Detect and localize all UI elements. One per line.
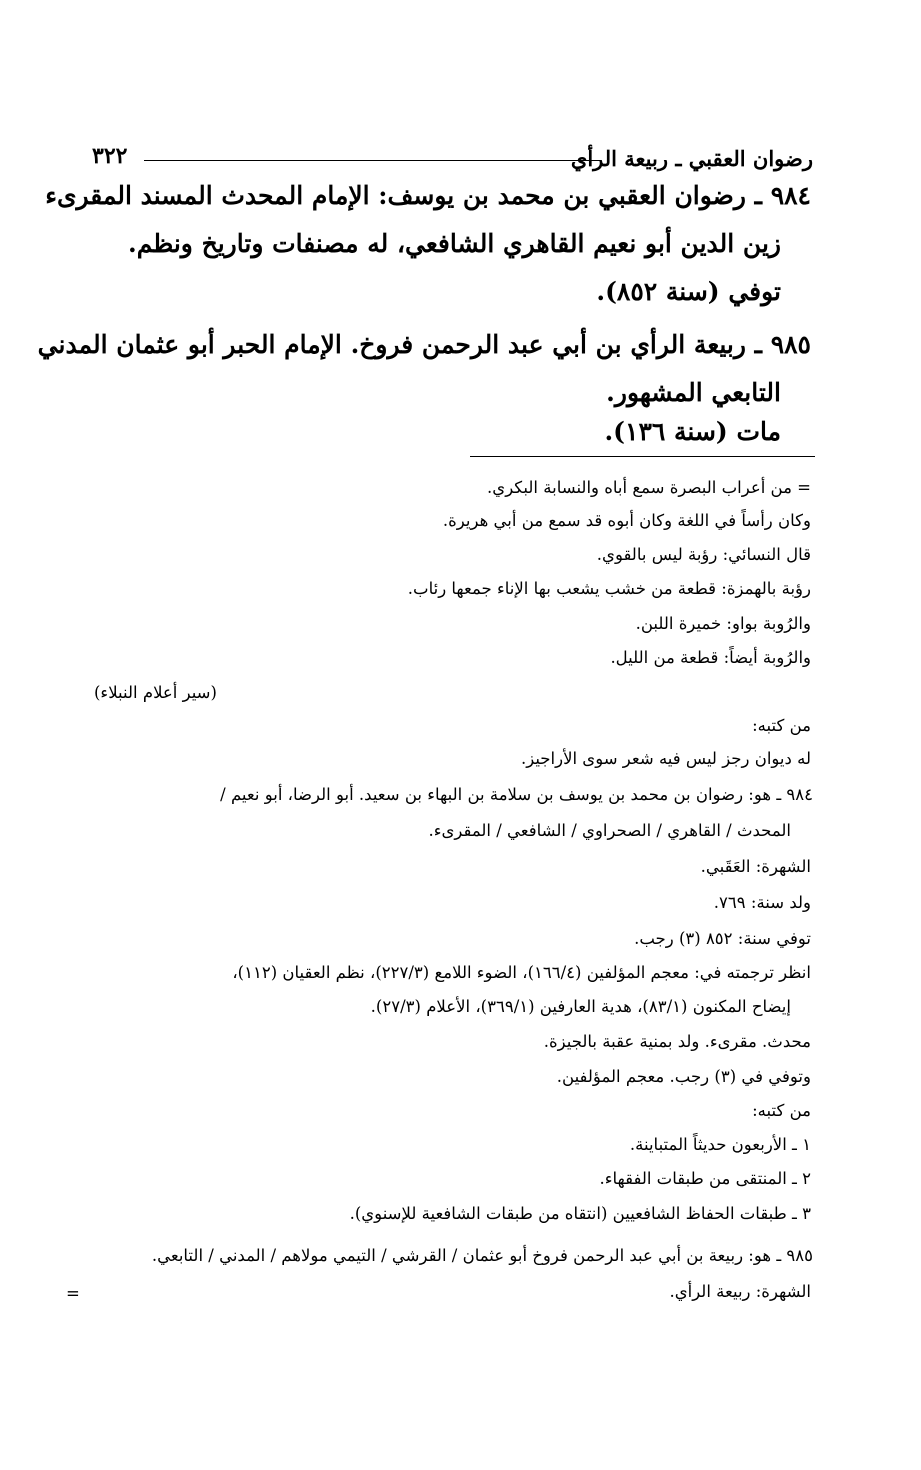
footnote-985-line: ٩٨٥ ـ هو: ربيعة بن أبي عبد الرحمن فروخ أبو عثمان / القرشي / التيمي مولاهم / المدني / التابعي.: [151, 1246, 813, 1265]
footnote-books-label: من كتبه:: [752, 716, 811, 735]
footnote-984-line: توفي سنة: ٨٥٢ (٣) رجب.: [634, 929, 811, 948]
entry-984-line-2: زين الدين أبو نعيم القاهري الشافعي، له مصنفات وتاريخ ونظم.: [128, 229, 781, 258]
footnote-separator: [470, 456, 815, 457]
footnote-984-line: إيضاح المكنون (٨٣/١)، هدية العارفين (٣٦٩/١)، الأعلام (٢٧/٣).: [370, 997, 791, 1016]
footnote-984-line: محدث. مقرىء. ولد بمنية عقبة بالجيزة.: [543, 1032, 811, 1051]
footnote-line: والرُوبة بواو: خميرة اللبن.: [635, 614, 811, 633]
entry-984-line-1: ٩٨٤ ـ رضوان العقبي بن محمد بن يوسف: الإمام المحدث المسند المقرىء: [45, 181, 811, 210]
running-title: رضوان العقبي ـ ربيعة الرأي: [570, 146, 813, 171]
page-number: ٣٢٢: [92, 143, 128, 169]
footnote-985-line: الشهرة: ربيعة الرأي.: [669, 1282, 811, 1301]
footnote-984-line: المحدث / القاهري / الصحراوي / الشافعي / المقرىء.: [428, 821, 791, 840]
header-rule: [144, 160, 600, 161]
footnote-line: وكان رأساً في اللغة وكان أبوه قد سمع من أبي هريرة.: [442, 511, 811, 530]
entry-985-line-2: التابعي المشهور.: [606, 378, 781, 407]
footnote-984-line: وتوفي في (٣) رجب. معجم المؤلفين.: [556, 1067, 811, 1086]
footnote-books-line: له ديوان رجز ليس فيه شعر سوى الأراجيز.: [520, 749, 811, 768]
footnote-984-line: ٢ ـ المنتقى من طبقات الفقهاء.: [599, 1169, 811, 1188]
entry-984-line-3: توفي (سنة ٨٥٢).: [596, 277, 781, 306]
footnote-984-line: من كتبه:: [752, 1101, 811, 1120]
continuation-mark: =: [66, 1284, 80, 1303]
footnote-line: والرُوبة أيضاً: قطعة من الليل.: [610, 648, 811, 667]
footnote-984-line: انظر ترجمته في: معجم المؤلفين (١٦٦/٤)، الضوء اللامع (٢٢٧/٣)، نظم العقيان (١١٢)،: [232, 963, 811, 982]
entry-985-line-3: مات (سنة ١٣٦).: [604, 417, 781, 446]
footnote-line: = من أعراب البصرة سمع أباه والنسابة البكري.: [487, 478, 811, 497]
footnote-984-line: ٩٨٤ ـ هو: رضوان بن محمد بن يوسف بن سلامة بن البهاء بن سعيد. أبو الرضا، أبو نعيم /: [220, 785, 813, 804]
footnote-984-line: ٣ ـ طبقات الحفاظ الشافعيين (انتقاه من طبقات الشافعية للإسنوي).: [349, 1204, 811, 1223]
footnote-984-line: الشهرة: العَقَبي.: [700, 857, 811, 876]
footnote-984-line: ١ ـ الأربعون حديثاً المتباينة.: [629, 1135, 811, 1154]
footnote-source: (سير أعلام النبلاء): [94, 683, 217, 702]
footnote-line: قال النسائي: رؤبة ليس بالقوي.: [596, 545, 811, 564]
entry-985-line-1: ٩٨٥ ـ ربيعة الرأي بن أبي عبد الرحمن فروخ. الإمام الحبر أبو عثمان المدني: [37, 330, 811, 359]
footnote-984-line: ولد سنة: ٧٦٩.: [713, 893, 811, 912]
footnote-line: رؤبة بالهمزة: قطعة من خشب يشعب بها الإناء جمعها رئاب.: [407, 579, 811, 598]
